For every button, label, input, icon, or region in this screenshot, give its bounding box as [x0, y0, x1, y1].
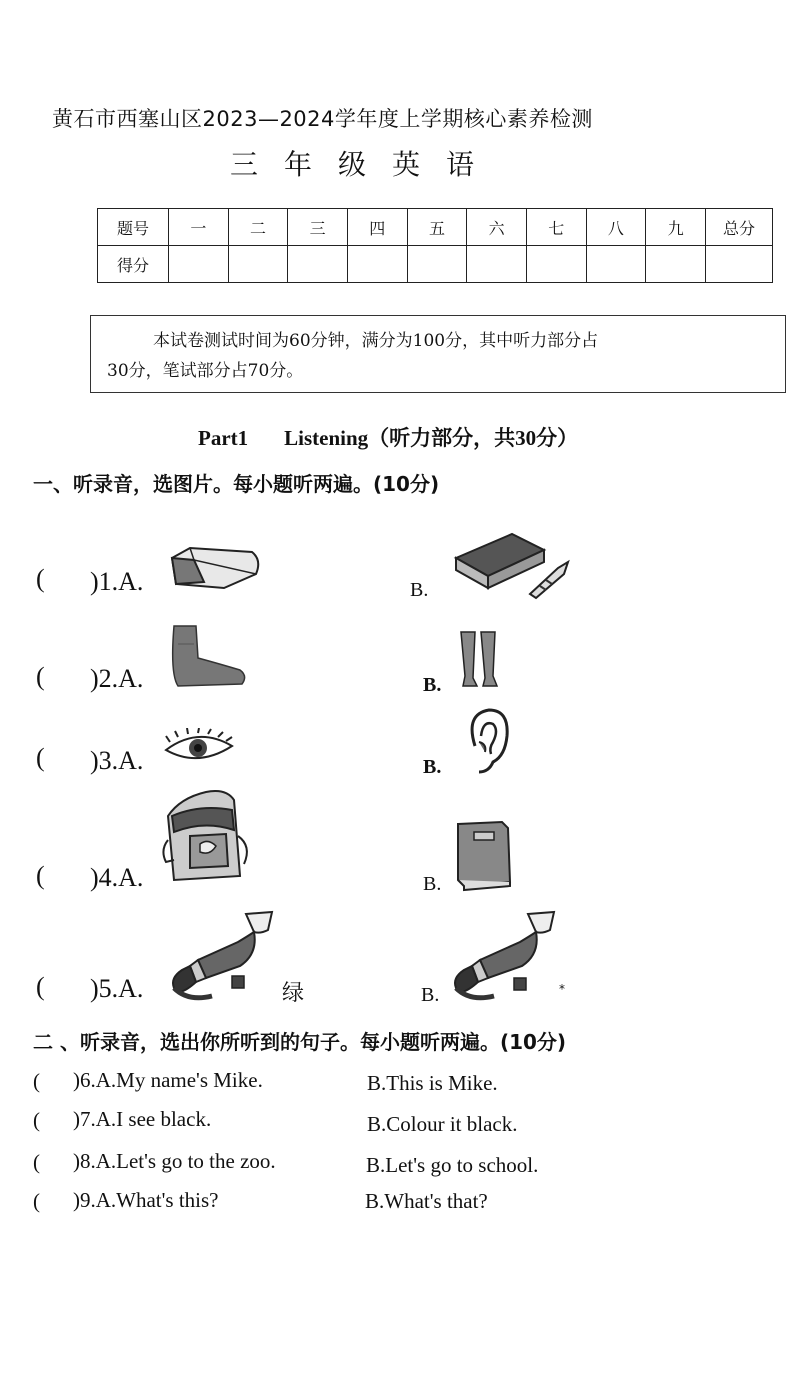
answer-paren[interactable]: (: [33, 1150, 40, 1174]
answer-paren[interactable]: (: [33, 1108, 40, 1132]
ear-icon: [463, 706, 513, 778]
answer-paren[interactable]: (: [36, 662, 45, 691]
score-blank[interactable]: [169, 246, 229, 283]
score-cell: 二: [228, 209, 288, 246]
option-b-label: B.: [410, 579, 429, 601]
eye-icon: [162, 728, 236, 770]
part-label: Part1: [198, 426, 249, 450]
paint-tube-icon: [168, 908, 280, 1004]
score-cell: 八: [586, 209, 646, 246]
exam-title: 黄石市西塞山区2023—2024学年度上学期核心素养检测: [52, 107, 593, 131]
foot-icon: [168, 624, 250, 690]
score-cell: 五: [407, 209, 467, 246]
legs-icon: [455, 630, 503, 690]
section-1-heading: 一、听录音，选图片。每小题听两遍。(10分): [33, 472, 440, 496]
answer-paren[interactable]: (: [36, 972, 45, 1001]
option-b-sentence: B.Let's go to school.: [366, 1153, 539, 1177]
score-blank[interactable]: [646, 246, 706, 283]
option-a-sentence: )6.A.My name's Mike.: [73, 1068, 263, 1092]
answer-paren[interactable]: (: [36, 861, 45, 890]
score-blank[interactable]: [228, 246, 288, 283]
option-b-sentence: B.This is Mike.: [367, 1071, 498, 1095]
eraser-icon: [164, 540, 264, 595]
question-number: )5.A.: [90, 974, 144, 1003]
question-number: )2.A.: [90, 664, 144, 693]
option-a-sentence: )7.A.I see black.: [73, 1107, 212, 1131]
score-blank[interactable]: [586, 246, 646, 283]
score-cell: 三: [288, 209, 348, 246]
score-cell: 总分: [706, 209, 773, 246]
score-row-label: 得分: [98, 246, 169, 283]
book-icon: [452, 820, 516, 892]
score-blank[interactable]: [347, 246, 407, 283]
part-heading: [198, 422, 578, 452]
option-b-sentence: B.What's that?: [365, 1189, 488, 1213]
small-mark: *: [559, 982, 565, 996]
backpack-icon: [160, 790, 254, 884]
score-cell: 四: [347, 209, 407, 246]
score-cell: 七: [526, 209, 586, 246]
notice-line-2: 30分，笔试部分占70分。: [107, 361, 304, 381]
pencil-box-icon: [452, 528, 577, 600]
notice-line-1: 本试卷测试时间为60分钟，满分为100分，其中听力部分占: [153, 331, 599, 351]
option-b-sentence: B.Colour it black.: [367, 1112, 518, 1136]
question-number: )3.A.: [90, 746, 144, 775]
score-cell: 九: [646, 209, 706, 246]
option-b-label: B.: [423, 873, 442, 895]
part-title: Listening（听力部分，共30分）: [284, 426, 579, 450]
exam-subtitle: 三年级英语: [230, 148, 501, 181]
score-blank[interactable]: [526, 246, 586, 283]
option-a-sentence: )8.A.Let's go to the zoo.: [73, 1149, 276, 1173]
score-table: [97, 208, 773, 283]
score-table-score-row: [98, 246, 773, 283]
score-table-header-row: [98, 209, 773, 246]
score-blank[interactable]: [467, 246, 527, 283]
score-cell: 题号: [98, 209, 169, 246]
score-blank[interactable]: [407, 246, 467, 283]
score-cell: 一: [169, 209, 229, 246]
section-2-heading: 二 、听录音，选出你所听到的句子。每小题听两遍。(10分): [33, 1030, 567, 1054]
option-b-label: B.: [421, 984, 440, 1006]
score-blank[interactable]: [288, 246, 348, 283]
question-number: )1.A.: [90, 567, 144, 596]
option-b-label: B.: [423, 756, 442, 778]
option-b-label: B.: [423, 674, 442, 696]
answer-paren[interactable]: (: [36, 743, 45, 772]
exam-notice-box: [90, 315, 786, 393]
handwritten-note: 绿: [282, 981, 305, 1006]
answer-paren[interactable]: (: [33, 1069, 40, 1093]
question-number: )4.A.: [90, 863, 144, 892]
score-cell: 六: [467, 209, 527, 246]
score-blank[interactable]: [706, 246, 773, 283]
paint-tube-icon: [450, 908, 562, 1004]
option-a-sentence: )9.A.What's this?: [73, 1188, 219, 1212]
answer-paren[interactable]: (: [33, 1189, 40, 1213]
answer-paren[interactable]: (: [36, 564, 45, 593]
